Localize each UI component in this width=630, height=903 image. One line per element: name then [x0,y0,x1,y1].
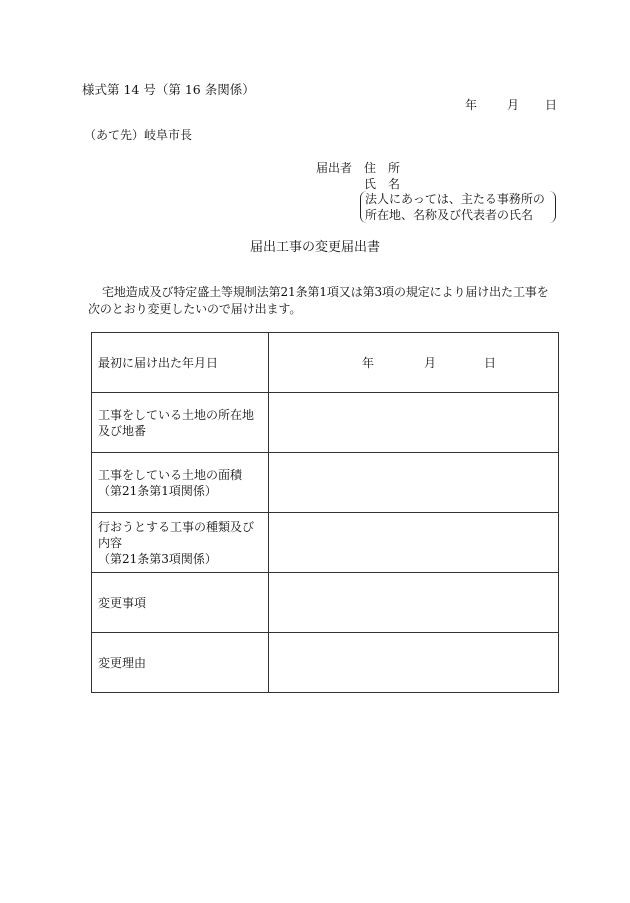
body-text: 宅地造成及び特定盛土等規制法第21条第1項又は第3項の規定により届け出た工事を次のとおり変更したいので届け出ます。 [88,285,549,316]
date-month: 月 [507,98,520,112]
date-year: 年 [465,98,478,112]
work-type-sub-label: （第21条第3項関係） [98,551,217,566]
address-label: 住 所 [364,161,401,175]
area-field[interactable] [269,453,559,513]
area-label: 工事をしている土地の面積 [98,467,243,482]
work-type-field[interactable] [269,513,559,573]
table-row [92,393,559,453]
form-number: 様式第 14 号（第 16 条関係） [82,82,255,97]
work-type-label: 行おうとする工事の種類及び内容 [98,519,255,550]
name-label: 氏 名 [364,177,401,191]
field-month: 月 [424,356,437,370]
field-year: 年 [362,356,375,370]
row-label-location: 工事をしている土地の所在地及び地番 [92,393,269,453]
changes-field[interactable] [269,573,559,633]
corporate-note: 法人にあっては、主たる事務所の所在地、名称及び代表者の氏名 [360,191,556,223]
table-row [92,633,559,693]
area-sub-label: （第21条第1項関係） [98,483,217,498]
row-label-reason: 変更理由 [92,633,269,693]
info-table [91,332,559,693]
first-date-field[interactable] [269,333,559,393]
row-label-work-type [92,513,269,573]
submission-date [465,96,557,113]
row-label-first-date: 最初に届け出た年月日 [92,333,269,393]
field-day: 日 [484,356,497,370]
row-label-area [92,453,269,513]
table-row [92,513,559,573]
table-row [92,333,559,393]
location-field[interactable] [269,393,559,453]
reason-field[interactable] [269,633,559,693]
addressee: （あて先）岐阜市長 [84,128,193,142]
table-row [92,573,559,633]
date-day: 日 [545,98,558,112]
submitter-label: 届出者 [316,161,353,175]
table-row [92,453,559,513]
row-label-changes: 変更事項 [92,573,269,633]
document-title: 届出工事の変更届出書 [249,240,380,255]
